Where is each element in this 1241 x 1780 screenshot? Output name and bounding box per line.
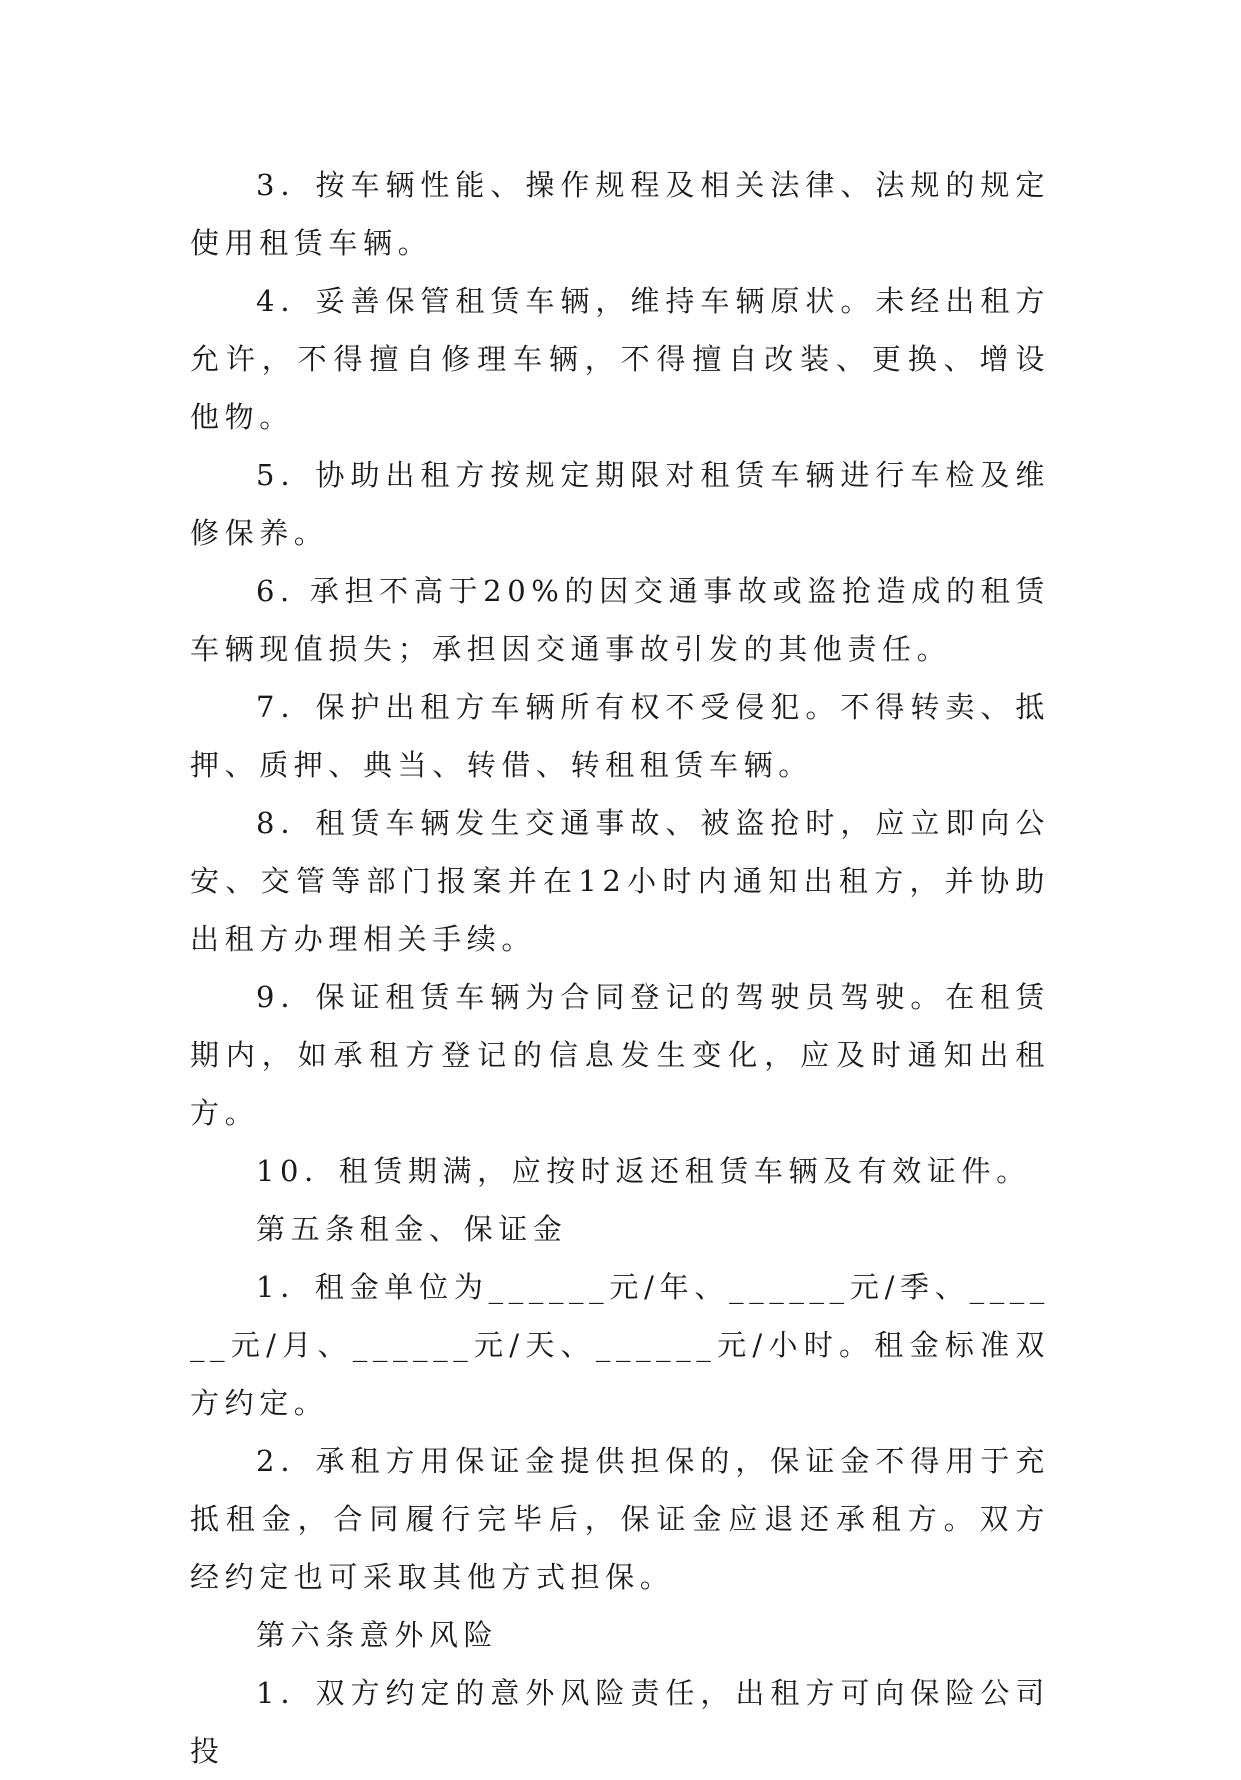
clause-6-liability: 6. 承担不高于20%的因交通事故或盗抢造成的租赁车辆现值损失；承担因交通事故引发的其他责任。: [190, 574, 1050, 666]
clause-5-inspection: 5．协助出租方按规定期限对租赁车辆进行车检及维修保养。: [190, 458, 1050, 550]
clause-3-usage: 3．按车辆性能、操作规程及相关法律、法规的规定使用租赁车辆。: [190, 168, 1050, 260]
clause-8-accident: 8．租赁车辆发生交通事故、被盗抢时，应立即向公安、交管等部门报案并在12小时内通知出租方，并协助出租方办理相关手续。: [190, 806, 1050, 956]
clause-4-custody: 4．妥善保管租赁车辆，维持车辆原状。未经出租方允许，不得擅自修理车辆，不得擅自改装、更换、增设他物。: [190, 284, 1050, 434]
article-5-clause-2-deposit: 2．承租方用保证金提供担保的，保证金不得用于充抵租金，合同履行完毕后，保证金应退还承租方。双方经约定也可采取其他方式担保。: [190, 1444, 1050, 1594]
section-heading-article-5: 第五条租金、保证金: [256, 1212, 568, 1246]
section-heading-article-6: 第六条意外风险: [256, 1618, 499, 1652]
clause-10-return: 10．租赁期满，应按时返还租赁车辆及有效证件。: [256, 1154, 1031, 1188]
article-5-clause-1-rent: 1．租金单位为______元/年、______元/季、______元/月、______元/天、______元/小时。租金标准双方约定。: [190, 1270, 1050, 1420]
clause-9-driver: 9．保证租赁车辆为合同登记的驾驶员驾驶。在租赁期内，如承租方登记的信息发生变化，应及时通知出租方。: [190, 980, 1050, 1130]
clause-7-ownership: 7．保护出租方车辆所有权不受侵犯。不得转卖、抵押、质押、典当、转借、转租租赁车辆。: [190, 690, 1050, 782]
article-6-clause-1-risk: 1．双方约定的意外风险责任，出租方可向保险公司投: [190, 1676, 1050, 1768]
document-body: [190, 156, 1050, 1780]
